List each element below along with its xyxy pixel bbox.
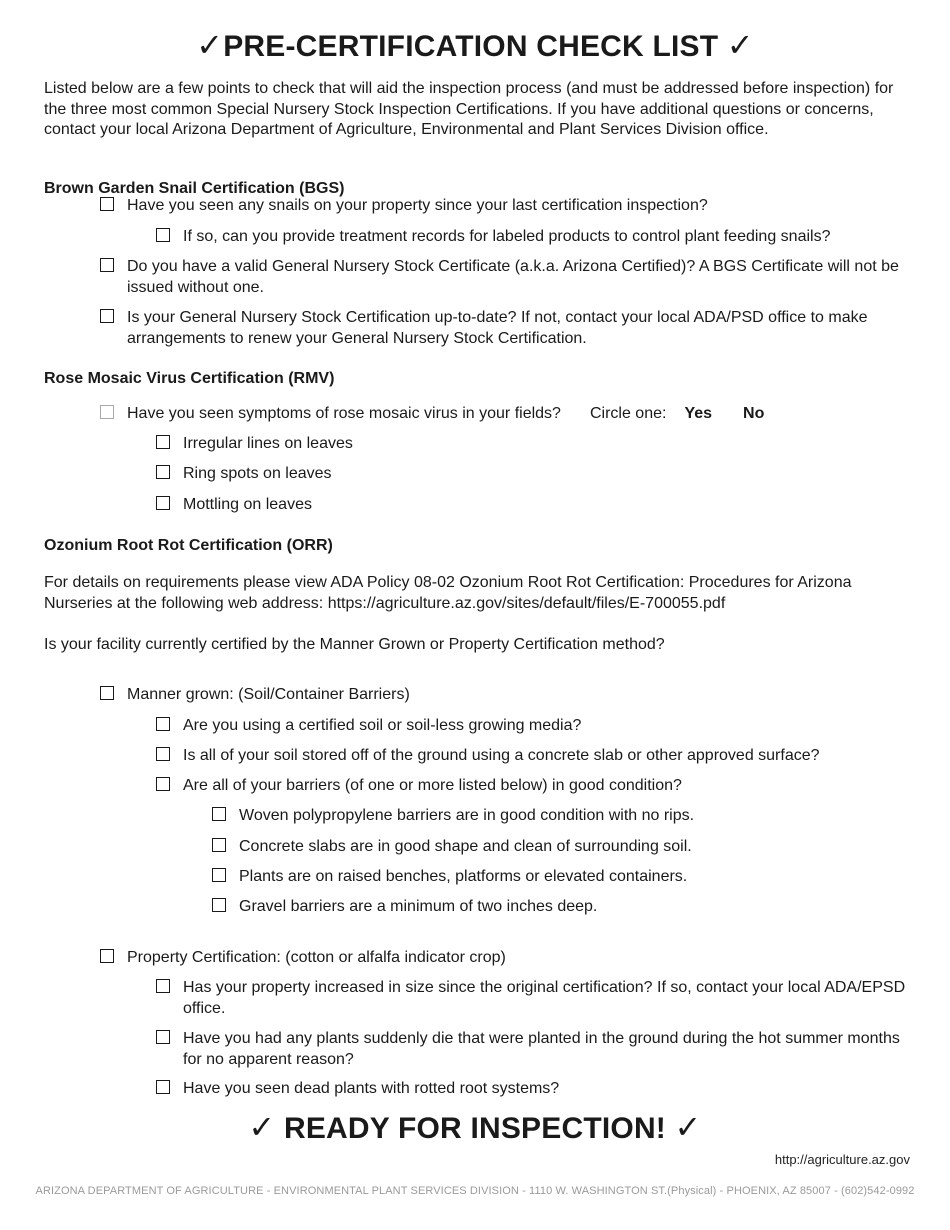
item-text: Irregular lines on leaves <box>183 435 353 452</box>
rmv-s2 <box>156 464 916 485</box>
yes-option[interactable]: Yes <box>684 405 713 422</box>
item-text: Have you seen any snails on your property since your last certification inspection? <box>127 197 708 214</box>
item-text: Are you using a certified soil or soil-less growing media? <box>183 717 582 734</box>
checkbox[interactable] <box>156 979 170 993</box>
item-text: Has your property increased in size since the original certification? If so, contact your local ADA/EPSD office. <box>183 979 906 1017</box>
orr-m1 <box>156 716 916 737</box>
rmv-s3 <box>156 495 916 516</box>
item-text: Is your General Nursery Stock Certification up-to-date? If not, contact your local ADA/PSD office to make arrangements to renew your General Nursery Stock Certification. <box>127 309 868 347</box>
check-icon: ✓ <box>726 27 754 63</box>
rmv-q1 <box>100 404 910 425</box>
footer-url[interactable]: http://agriculture.az.gov <box>774 1152 910 1167</box>
orr-b1 <box>212 806 912 827</box>
bgs-q1a <box>156 227 916 248</box>
checkbox[interactable] <box>156 1030 170 1044</box>
checkbox[interactable] <box>212 807 226 821</box>
checkbox[interactable] <box>100 686 114 700</box>
checkbox[interactable] <box>156 496 170 510</box>
orr-p1 <box>156 978 916 1019</box>
orr-property <box>100 948 910 969</box>
rmv-s1 <box>156 434 916 455</box>
checkbox[interactable] <box>156 465 170 479</box>
checkbox[interactable] <box>156 228 170 242</box>
item-text: Is all of your soil stored off of the ground using a concrete slab or other approved surface? <box>183 747 820 764</box>
orr-m2 <box>156 746 916 767</box>
ready-text: READY FOR INSPECTION! <box>283 1112 666 1145</box>
item-text: Woven polypropylene barriers are in good condition with no rips. <box>239 807 695 824</box>
page-title <box>0 26 950 64</box>
rmv-heading: Rose Mosaic Virus Certification (RMV) <box>44 370 335 387</box>
item-text: Have you had any plants suddenly die that were planted in the ground during the hot summer months for no apparent reason? <box>183 1030 900 1068</box>
orr-m3 <box>156 776 916 797</box>
intro-paragraph: Listed below are a few points to check that will aid the inspection process (and must be addressed before inspection) for the three most common Special Nursery Stock Inspection Certifications. If you have additional questions or concerns, contact your local Arizona Department of Agriculture, Environmental and Plant Services Division office. <box>44 80 894 138</box>
checkbox[interactable] <box>156 435 170 449</box>
item-text: If so, can you provide treatment records for labeled products to control plant feeding snails? <box>183 228 831 245</box>
item-text: Do you have a valid General Nursery Stock Certificate (a.k.a. Arizona Certified)? A BGS Certificate will not be issued without one. <box>127 258 899 296</box>
item-text: Concrete slabs are in good shape and clean of surrounding soil. <box>239 838 692 855</box>
check-icon: ✓ <box>196 27 224 63</box>
orr-p3 <box>156 1079 916 1100</box>
orr-details: For details on requirements please view ADA Policy 08-02 Ozonium Root Rot Certification: Procedures for Arizona Nurseries at the following web address: https://agriculture.az.gov/sites/default/files/E-700055.pdf <box>44 574 852 612</box>
title-text: PRE-CERTIFICATION CHECK LIST <box>223 30 719 63</box>
bgs-heading: Brown Garden Snail Certification (BGS) <box>44 180 345 197</box>
orr-p2 <box>156 1029 916 1070</box>
checkbox[interactable] <box>156 777 170 791</box>
item-text: Mottling on leaves <box>183 496 312 513</box>
item-text: Plants are on raised benches, platforms or elevated containers. <box>239 868 688 885</box>
circle-one-label: Circle one: <box>589 405 667 422</box>
checkbox[interactable] <box>100 197 114 211</box>
checkbox[interactable] <box>212 838 226 852</box>
item-text: Property Certification: (cotton or alfalfa indicator crop) <box>127 949 506 966</box>
orr-b3 <box>212 867 912 888</box>
bgs-q2 <box>100 257 910 298</box>
orr-manner <box>100 685 910 706</box>
checkbox[interactable] <box>212 868 226 882</box>
checkbox[interactable] <box>156 747 170 761</box>
orr-heading: Ozonium Root Rot Certification (ORR) <box>44 537 333 554</box>
item-text: Ring spots on leaves <box>183 465 332 482</box>
checkbox[interactable] <box>100 258 114 272</box>
bgs-q3 <box>100 308 910 349</box>
item-text: Manner grown: (Soil/Container Barriers) <box>127 686 410 703</box>
checkbox[interactable] <box>212 898 226 912</box>
orr-b4 <box>212 897 912 918</box>
orr-b2 <box>212 837 912 858</box>
item-text: Are all of your barriers (of one or more listed below) in good condition? <box>183 777 682 794</box>
checkbox[interactable] <box>156 717 170 731</box>
footer-address: ARIZONA DEPARTMENT OF AGRICULTURE - ENVIRONMENTAL PLANT SERVICES DIVISION - 1110 W. WASHINGTON ST.(Physical) - PHOENIX, AZ 85007 - (602)542-0992 <box>35 1185 915 1197</box>
checkbox[interactable] <box>156 1080 170 1094</box>
check-icon: ✓ <box>248 1109 276 1145</box>
checkbox[interactable] <box>100 949 114 963</box>
ready-banner <box>0 1108 950 1146</box>
orr-question: Is your facility currently certified by the Manner Grown or Property Certification method? <box>44 636 665 653</box>
no-option[interactable]: No <box>743 405 765 422</box>
item-text: Have you seen dead plants with rotted root systems? <box>183 1080 560 1097</box>
checkbox[interactable] <box>100 309 114 323</box>
item-text: Have you seen symptoms of rose mosaic virus in your fields? <box>127 405 561 422</box>
checkbox[interactable] <box>100 405 114 419</box>
check-icon: ✓ <box>674 1109 702 1145</box>
bgs-q1 <box>100 196 910 217</box>
item-text: Gravel barriers are a minimum of two inches deep. <box>239 898 598 915</box>
